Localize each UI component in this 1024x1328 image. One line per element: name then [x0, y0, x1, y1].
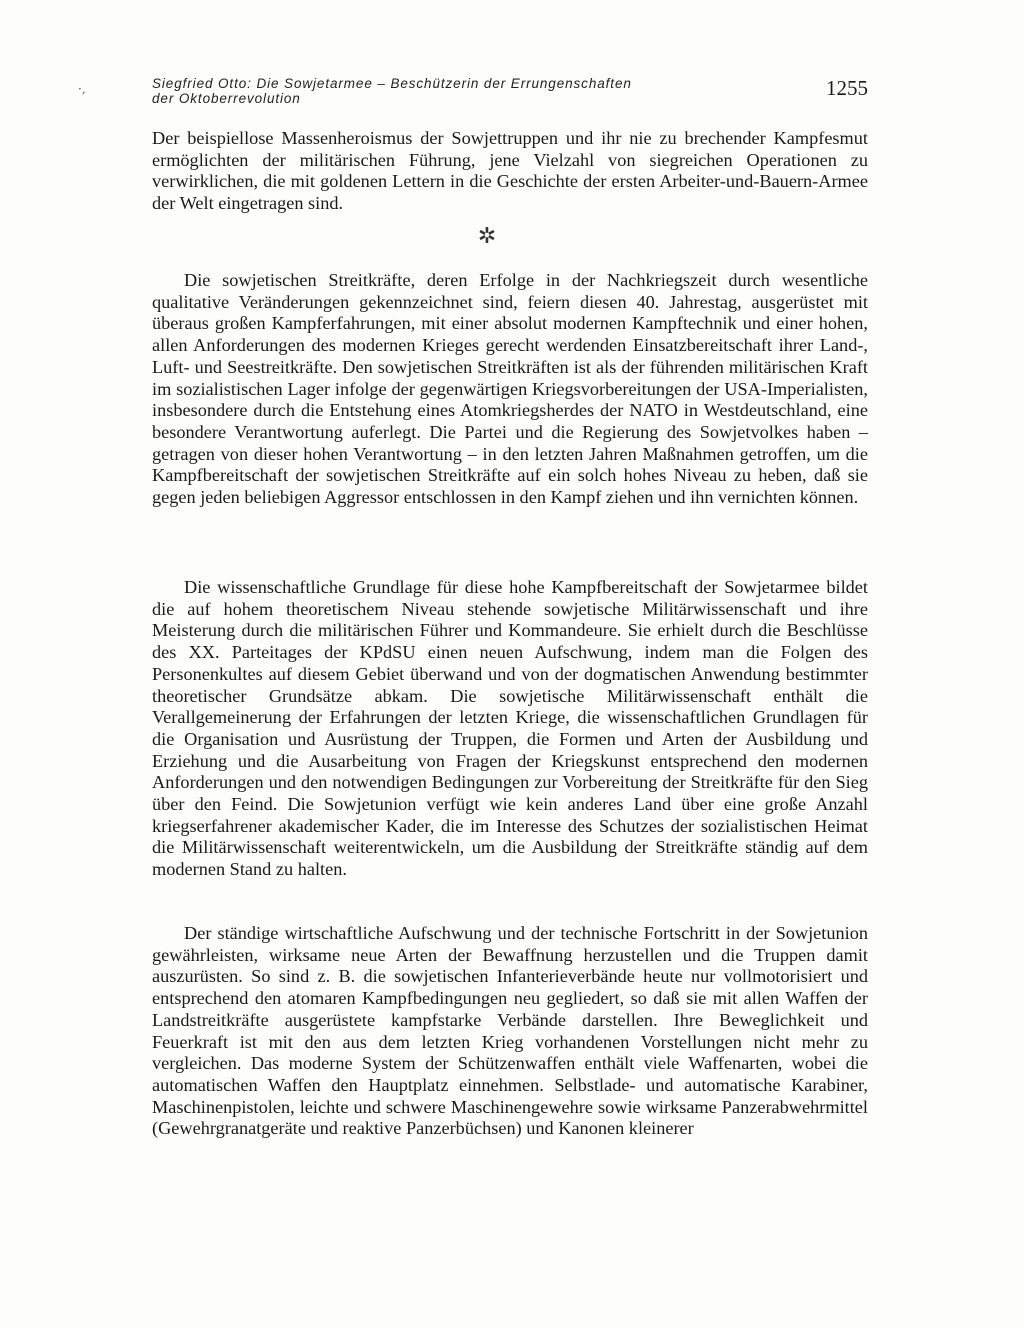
running-title [152, 76, 868, 106]
paragraph-4 [152, 923, 868, 1140]
paragraph-2 [152, 270, 868, 509]
paragraph-text: Der ständige wirtschaftliche Aufschwung und der technische Fortschritt in der Sowjetunion gewährleisten, wirksame neue Arten der Bewaffnung herzustellen und die Truppen damit auszurüsten. So sind z. B. die sowjetischen Infanterieverbände heute nur vollmotorisiert und entsprechend den atomaren Kampfbedingungen neu gegliedert, so daß sie mit allen Waffen der Landstreitkräfte ausgerüstete kampfstarke Verbände darstellen. Ihre Beweglichkeit und Feuerkraft ist mit den aus dem letzten Krieg vorhandenen Vorstellungen nicht mehr zu vergleichen. Das moderne System der Schützenwaffen enthält viele Waffenarten, wobei die automatischen Waffen den Hauptplatz einnehmen. Selbstlade- und automatische Karabiner, Maschinenpistolen, leichte und schwere Maschinengewehre sowie wirksame Panzerabwehrmittel (Gewehrgranatgeräte und reaktive Panzerbüchsen) und Kanonen kleinerer [152, 923, 868, 1139]
running-title-line-2: der Oktoberrevolution [152, 91, 301, 106]
margin-mark: ·, [78, 82, 86, 96]
paragraph-text: Der beispiellose Massenheroismus der Sowjettruppen und ihr nie zu brechender Kampfesmut ermöglichten der militärischen Führung, jene Vielzahl von siegreichen Operationen zu verwirklichen, die mit goldenen Lettern in die Geschichte der ersten Arbeiter-und-Bauern-Armee der Welt eingetragen sind. [152, 128, 868, 214]
paragraph-text: Die wissenschaftliche Grundlage für diese hohe Kampfbereitschaft der Sowjetarmee bildet die auf hohem theoretischem Niveau stehende sowjetische Militärwissenschaft und ihre Meisterung durch die militärischen Führer und Kommandeure. Sie erhielt durch die Beschlüsse des XX. Parteitages der KPdSU einen neuen Aufschwung, indem man die Folgen des Personenkultes auf diesem Gebiet überwand und von der dogmatischen Anwendung bestimmter theoretischer Grundsätze abkam. Die sowjetische Militärwissenschaft enthält die Verallgemeinerung der Erfahrungen der letzten Kriege, die wissenschaftlichen Grundlagen für die Organisation und Ausrüstung der Truppen, die Formen und Arten der Ausbildung und Erziehung und die Ausarbeitung von Fragen der Kriegskunst entsprechend den modernen Anforderungen und den notwendigen Bedingungen zur Vorbereitung der Streitkräfte für den Sieg über den Feind. Die Sowjetunion verfügt wie kein anderes Land über eine große Anzahl kriegserfahrener akademischer Kader, die im Interesse des Schutzes der sozialistischen Heimat die Militärwissenschaft weiterentwickeln, um die Ausbildung der Streitkräfte ständig auf dem modernen Stand zu halten. [152, 577, 868, 880]
running-header [152, 76, 868, 116]
running-title-line-1: Siegfried Otto: Die Sowjetarmee – Beschützerin der Errungenschaften [152, 76, 632, 91]
section-separator-icon: ✲ [477, 224, 497, 249]
paragraph-1 [152, 128, 868, 215]
paragraph-text: Die sowjetischen Streitkräfte, deren Erfolge in der Nachkriegszeit durch wesentliche qualitative Veränderungen gekennzeichnet sind, feiern diesen 40. Jahrestag, ausgerüstet mit überaus großen Kampferfahrungen, mit einer absolut modernen Kampftechnik und einer hohen, allen Anforderungen des modernen Krieges gerecht werdenden Einsatzbereitschaft ihrer Land-, Luft- und Seestreitkräfte. Den sowjetischen Streitkräften ist als der führenden militärischen Kraft im sozialistischen Lager infolge der gegenwärtigen Kriegsvorbereitungen der USA-Imperialisten, insbesondere durch die Entstehung eines Atomkriegsherdes der NATO in Westdeutschland, eine besondere Verantwortung auferlegt. Die Partei und die Regierung des Sowjetvolkes haben – getragen von dieser hohen Verantwortung – in den letzten Jahren Maßnahmen getroffen, um die Kampfbereitschaft der sowjetischen Streitkräfte auf ein solch hohes Niveau zu heben, daß sie gegen jeden beliebigen Aggressor entschlossen in den Kampf ziehen und ihn vernichten können. [152, 270, 868, 508]
page-number: 1255 [826, 76, 868, 100]
paragraph-3 [152, 577, 868, 881]
